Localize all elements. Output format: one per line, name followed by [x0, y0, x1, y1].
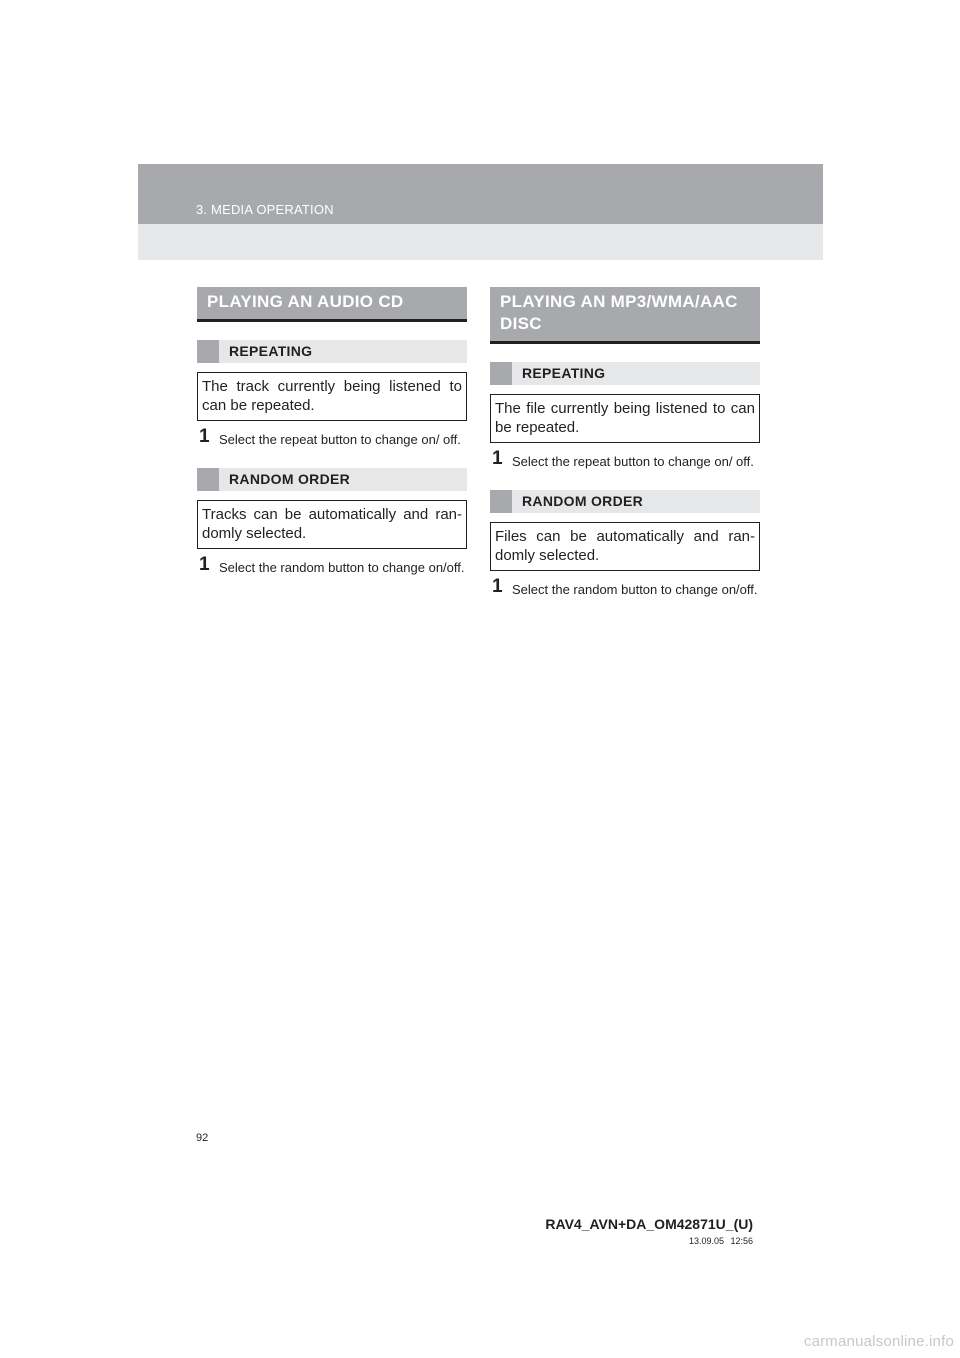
step-text: Select the repeat button to change on/ off.: [512, 454, 754, 469]
audio-cd-repeating-description: The track currently being listened to can be repeated.: [197, 372, 467, 421]
step-number: 1: [199, 554, 210, 575]
document-timestamp: 13.09.05 12:56: [688, 1236, 753, 1246]
audio-cd-random-description: Tracks can be automatically and ran-domly selected.: [197, 500, 467, 549]
step-text: Select the random button to change on/off.: [219, 560, 465, 575]
subheading-label: RANDOM ORDER: [522, 493, 644, 509]
step-number: 1: [492, 448, 503, 469]
heading-marker-icon: [197, 468, 219, 491]
heading-marker-icon: [490, 490, 512, 513]
left-column: [197, 287, 467, 578]
mp3-disc-repeating-heading: [490, 362, 760, 385]
audio-cd-repeating-step: [197, 426, 467, 450]
right-column: [490, 287, 760, 600]
mp3-disc-random-step: [490, 576, 760, 600]
mp3-disc-heading: PLAYING AN MP3/WMA/AAC DISC: [490, 287, 760, 344]
mp3-disc-repeating-step: [490, 448, 760, 472]
subheading-label: RANDOM ORDER: [229, 471, 351, 487]
audio-cd-random-heading: [197, 468, 467, 491]
watermark: carmanualsonline.info: [803, 1333, 954, 1350]
document-code: RAV4_AVN+DA_OM42871U_(U): [545, 1216, 753, 1232]
step-text: Select the random button to change on/off.: [512, 582, 758, 597]
page-number: 92: [196, 1132, 209, 1144]
audio-cd-repeating-heading: [197, 340, 467, 363]
step-number: 1: [492, 576, 503, 597]
header-band-sub: [138, 224, 823, 260]
subheading-label: REPEATING: [229, 343, 313, 359]
mp3-disc-random-heading: [490, 490, 760, 513]
mp3-disc-repeating-description: The file currently being listened to can be repeated.: [490, 394, 760, 443]
audio-cd-random-step: [197, 554, 467, 578]
mp3-disc-random-description: Files can be automatically and ran-domly selected.: [490, 522, 760, 571]
subheading-label: REPEATING: [522, 365, 606, 381]
step-text: Select the repeat button to change on/ off.: [219, 432, 461, 447]
audio-cd-heading: PLAYING AN AUDIO CD: [197, 287, 467, 322]
heading-marker-icon: [197, 340, 219, 363]
section-label: 3. MEDIA OPERATION: [196, 202, 334, 217]
step-number: 1: [199, 426, 210, 447]
heading-marker-icon: [490, 362, 512, 385]
